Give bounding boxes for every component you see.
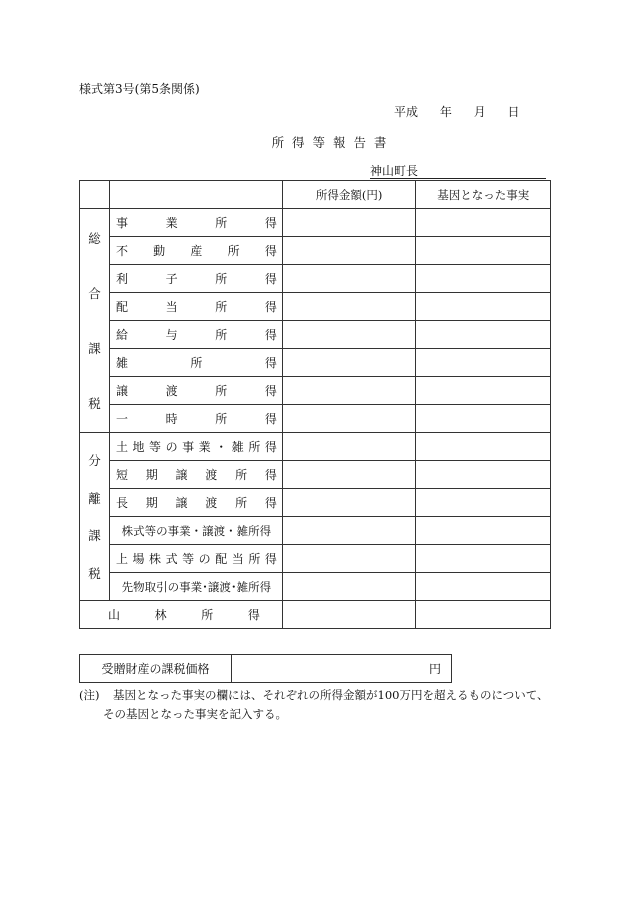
- reason-input-cell[interactable]: [416, 601, 551, 629]
- income-category-cell: [109, 209, 282, 237]
- forest-income-char: 得: [247, 608, 260, 622]
- income-category-cell: [109, 573, 282, 601]
- amount-input-cell[interactable]: [282, 349, 416, 377]
- income-row: [80, 517, 551, 545]
- note-line-1: 基因となった事実の欄には、それぞれの所得金額が100万円を超えるものについて、: [113, 688, 549, 702]
- note-mark: (注): [79, 688, 100, 702]
- income-category-label: [110, 242, 282, 259]
- income-category-char: 当: [165, 300, 178, 314]
- amount-input-cell[interactable]: [282, 321, 416, 349]
- income-category-char: ・: [215, 440, 228, 454]
- header-blank-cell: [109, 181, 282, 209]
- income-category-label: [110, 354, 282, 371]
- group-label-char: 分: [88, 453, 101, 469]
- reason-input-cell[interactable]: [416, 349, 551, 377]
- income-category-char: 雑: [231, 440, 244, 454]
- income-row: [80, 237, 551, 265]
- income-category-char: 場: [132, 552, 145, 566]
- reason-input-cell[interactable]: [416, 545, 551, 573]
- income-category-char: 式: [165, 552, 178, 566]
- income-category-char: 与: [165, 328, 178, 342]
- income-category-char: 得: [264, 272, 277, 286]
- income-category-char: 利: [115, 272, 128, 286]
- income-category-char: 譲: [175, 468, 188, 482]
- income-category-cell: [109, 489, 282, 517]
- income-table: [79, 180, 551, 629]
- income-category-char: 事: [115, 216, 128, 230]
- amount-input-cell[interactable]: [282, 545, 416, 573]
- income-category-char: 得: [264, 216, 277, 230]
- income-category-char: 等: [182, 552, 195, 566]
- income-category-char: 得: [264, 300, 277, 314]
- group-label-cell: [80, 433, 110, 601]
- forest-income-row: [80, 601, 551, 629]
- income-category-label: [110, 466, 282, 483]
- income-category-char: 所: [215, 216, 228, 230]
- income-category-char: 所: [215, 384, 228, 398]
- forest-income-label-cell: [80, 601, 283, 629]
- income-row: [80, 545, 551, 573]
- date-line: [394, 103, 538, 120]
- group-label-char: 税: [88, 396, 101, 411]
- income-category-cell: [109, 405, 282, 433]
- income-category-cell: [109, 237, 282, 265]
- income-row: [80, 405, 551, 433]
- income-category-cell: [109, 265, 282, 293]
- amount-input-cell[interactable]: [282, 237, 416, 265]
- income-category-label: [110, 270, 282, 287]
- amount-input-cell[interactable]: [282, 489, 416, 517]
- income-category-char: 得: [264, 440, 277, 454]
- income-category-char: 所: [215, 328, 228, 342]
- forest-income-char: 山: [108, 608, 121, 622]
- income-category-char: 得: [264, 468, 277, 482]
- amount-input-cell[interactable]: [282, 209, 416, 237]
- note-line-2: その基因となった事実を記入する。: [103, 707, 287, 721]
- income-category-label: [110, 550, 282, 567]
- income-category-char: 地: [132, 440, 145, 454]
- income-row: [80, 433, 551, 461]
- income-row: [80, 573, 551, 601]
- income-category-char: 渡: [165, 384, 178, 398]
- reason-input-cell[interactable]: [416, 461, 551, 489]
- group-label-char: 合: [88, 286, 101, 301]
- reason-input-cell[interactable]: [416, 433, 551, 461]
- income-category-char: 譲: [115, 384, 128, 398]
- income-category-char: 譲: [175, 496, 188, 510]
- amount-input-cell[interactable]: [282, 517, 416, 545]
- reason-input-cell[interactable]: [416, 209, 551, 237]
- income-category-label: [110, 382, 282, 399]
- income-category-char: 動: [153, 244, 166, 258]
- header-reason: 基因となった事実: [416, 181, 551, 209]
- reason-input-cell[interactable]: [416, 321, 551, 349]
- income-category-cell: [109, 461, 282, 489]
- income-category-char: 得: [264, 384, 277, 398]
- amount-input-cell[interactable]: [282, 405, 416, 433]
- group-label-char: 離: [88, 490, 101, 506]
- income-category-cell: [109, 377, 282, 405]
- income-category-char: 所: [227, 244, 240, 258]
- date-day: 日: [507, 105, 520, 119]
- income-category-char: 等: [149, 440, 162, 454]
- income-category-char: 期: [145, 496, 158, 510]
- income-category-char: 所: [215, 412, 228, 426]
- income-category-char: 時: [165, 412, 178, 426]
- income-row: [80, 321, 551, 349]
- income-row: [80, 349, 551, 377]
- income-category-label: [110, 326, 282, 343]
- reason-input-cell[interactable]: [416, 293, 551, 321]
- addressee: 神山町長: [370, 162, 546, 179]
- date-month: 月: [473, 105, 486, 119]
- income-category-cell: [109, 321, 282, 349]
- income-category-char: 渡: [205, 496, 218, 510]
- income-category-char: 雑: [115, 356, 128, 370]
- income-row: [80, 489, 551, 517]
- date-era: 平成: [394, 105, 419, 119]
- income-category-char: 株: [149, 552, 162, 566]
- income-row: [80, 293, 551, 321]
- income-category-char: の: [198, 552, 211, 566]
- reason-input-cell[interactable]: [416, 489, 551, 517]
- income-category-char: 所: [190, 356, 203, 370]
- income-category-label: 先物取引の事業･譲渡･雑所得: [121, 579, 272, 594]
- income-category-char: 一: [115, 412, 128, 426]
- income-category-char: 所: [248, 552, 261, 566]
- forest-income-char: 所: [201, 608, 214, 622]
- reason-input-cell[interactable]: [416, 237, 551, 265]
- income-category-char: 土: [115, 440, 128, 454]
- reason-input-cell[interactable]: [416, 377, 551, 405]
- income-category-label: [110, 410, 282, 427]
- income-category-char: 業: [165, 216, 178, 230]
- date-year: 年: [439, 105, 452, 119]
- amount-input-cell[interactable]: [282, 377, 416, 405]
- group-label: [80, 442, 109, 592]
- income-category-char: 得: [264, 328, 277, 342]
- income-category-char: 所: [215, 300, 228, 314]
- income-category-label: [110, 298, 282, 315]
- income-category-char: 得: [264, 496, 277, 510]
- income-category-cell: [109, 293, 282, 321]
- amount-input-cell[interactable]: [282, 573, 416, 601]
- amount-input-cell[interactable]: [282, 461, 416, 489]
- income-category-char: 所: [235, 496, 248, 510]
- note: [79, 686, 559, 724]
- header-blank-cell: [80, 181, 110, 209]
- income-category-cell: [109, 433, 282, 461]
- group-label-cell: [80, 209, 110, 433]
- income-category-char: 期: [145, 468, 158, 482]
- forest-income-label: [80, 606, 282, 623]
- income-category-label: 株式等の事業・譲渡・雑所得: [121, 523, 272, 538]
- income-category-char: 得: [264, 412, 277, 426]
- income-category-char: 短: [115, 468, 128, 482]
- gift-value-field[interactable]: 円: [232, 655, 452, 683]
- group-label-char: 総: [88, 231, 101, 246]
- income-category-char: 所: [235, 468, 248, 482]
- gift-label: 受贈財産の課税価格: [80, 655, 232, 683]
- header-amount: 所得金額(円): [282, 181, 416, 209]
- income-category-char: 当: [231, 552, 244, 566]
- income-category-label: [110, 494, 282, 511]
- gift-table: [79, 654, 452, 683]
- income-category-char: 長: [115, 496, 128, 510]
- income-category-char: 所: [215, 272, 228, 286]
- income-category-label: [110, 214, 282, 231]
- income-category-char: 配: [215, 552, 228, 566]
- income-category-char: 産: [190, 244, 203, 258]
- income-category-label: [110, 438, 282, 455]
- income-row: [80, 377, 551, 405]
- amount-input-cell[interactable]: [282, 433, 416, 461]
- reason-input-cell[interactable]: [416, 573, 551, 601]
- income-category-char: 配: [115, 300, 128, 314]
- group-label: [80, 211, 109, 431]
- document-title: 所 得 等 報 告 書: [271, 135, 389, 150]
- amount-input-cell[interactable]: [282, 293, 416, 321]
- income-category-char: 事: [182, 440, 195, 454]
- income-category-char: 給: [115, 328, 128, 342]
- forest-income-char: 林: [154, 608, 167, 622]
- reason-input-cell[interactable]: [416, 265, 551, 293]
- group-label-char: 課: [88, 341, 101, 356]
- income-row: [80, 209, 551, 237]
- reason-input-cell[interactable]: [416, 405, 551, 433]
- reason-input-cell[interactable]: [416, 517, 551, 545]
- amount-input-cell[interactable]: [282, 265, 416, 293]
- income-category-char: の: [165, 440, 178, 454]
- header-row: [80, 181, 551, 209]
- income-category-char: 子: [165, 272, 178, 286]
- group-label-char: 課: [88, 528, 101, 544]
- income-category-cell: [109, 517, 282, 545]
- income-category-cell: [109, 545, 282, 573]
- amount-input-cell[interactable]: [282, 601, 416, 629]
- income-category-char: 渡: [205, 468, 218, 482]
- group-label-char: 税: [88, 565, 101, 581]
- income-category-char: 不: [115, 244, 128, 258]
- income-category-char: 上: [115, 552, 128, 566]
- income-category-cell: [109, 349, 282, 377]
- income-category-char: 得: [264, 552, 277, 566]
- income-row: [80, 265, 551, 293]
- income-category-char: 得: [264, 356, 277, 370]
- income-row: [80, 461, 551, 489]
- income-category-char: 業: [198, 440, 211, 454]
- income-category-char: 得: [264, 244, 277, 258]
- income-category-char: 所: [248, 440, 261, 454]
- form-number-label: 様式第3号(第5条関係): [79, 82, 200, 96]
